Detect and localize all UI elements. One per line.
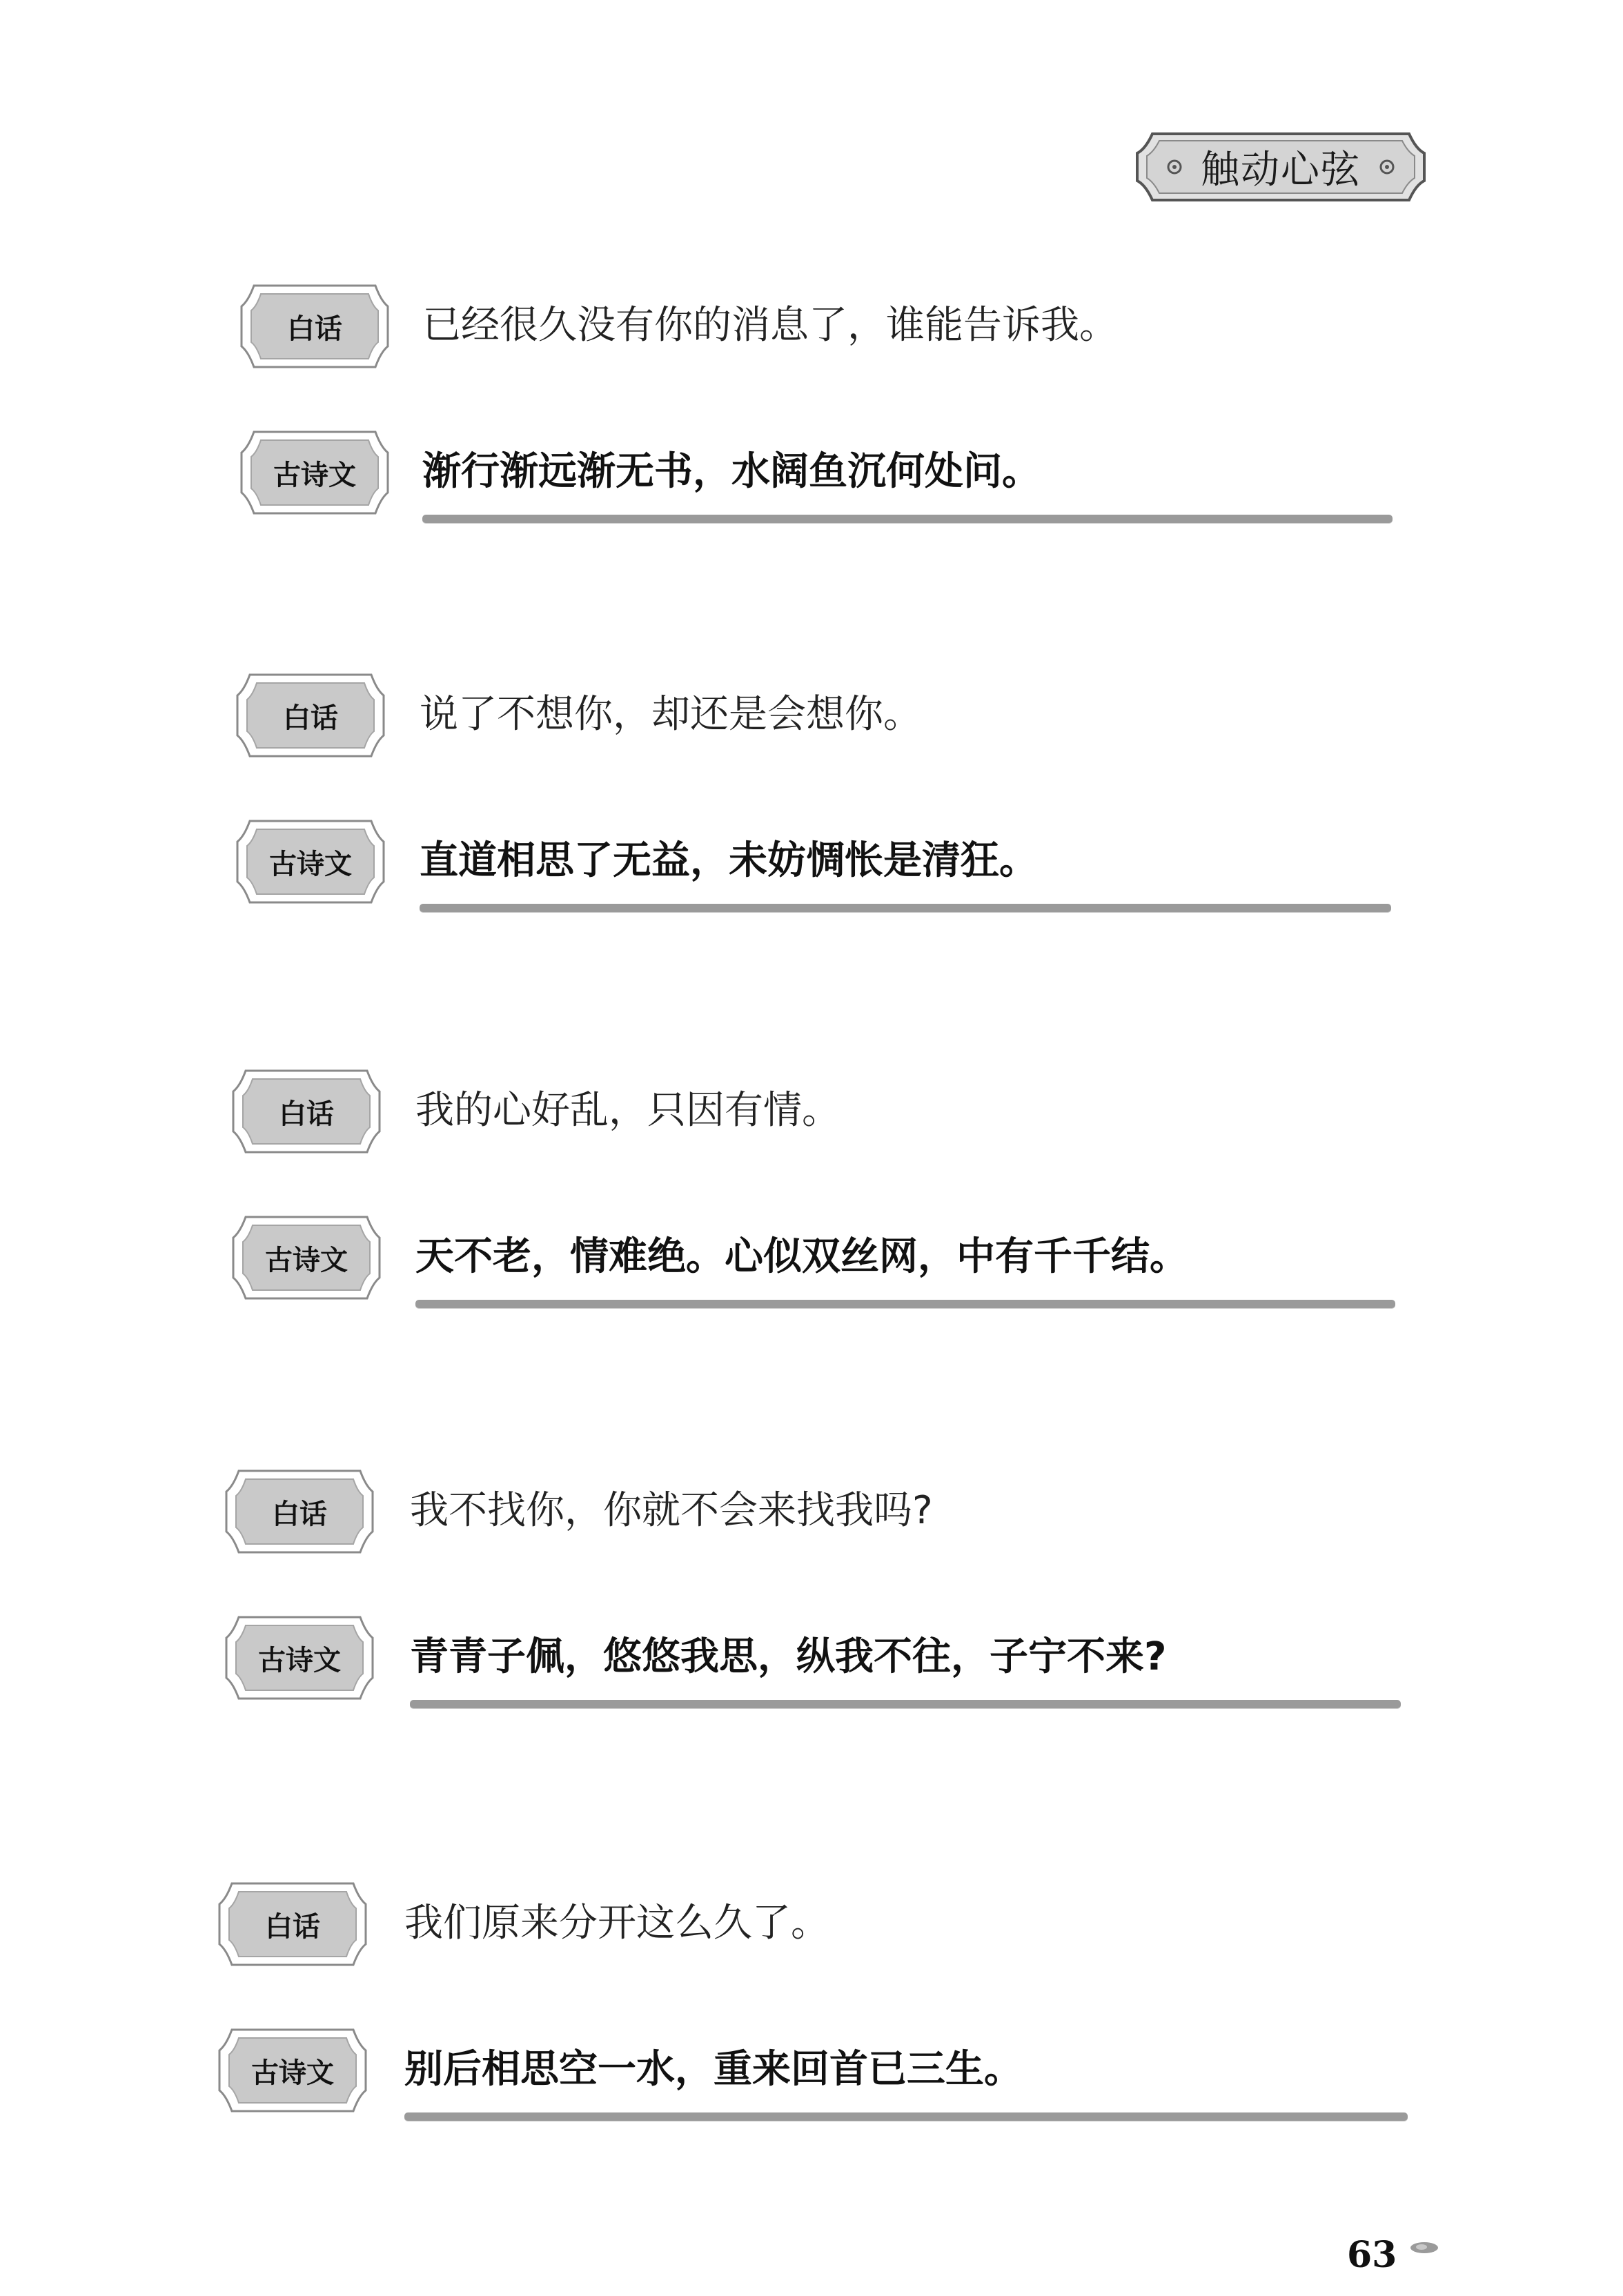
entry-block xyxy=(0,281,1623,516)
badge-label: 白话 xyxy=(272,1498,327,1530)
entry-block xyxy=(0,1067,1623,1301)
badge-label: 古诗文 xyxy=(265,1244,348,1276)
classical-verse: 别后相思空一水，重来回首已三生。 xyxy=(404,2047,1023,2092)
classical-verse: 直道相思了无益，未妨惆怅是清狂。 xyxy=(420,838,1038,883)
classical-label-badge xyxy=(217,2026,368,2115)
entry-divider xyxy=(422,515,1393,523)
modern-label-badge xyxy=(217,1879,368,1969)
entry-divider xyxy=(404,2112,1408,2121)
badge-label: 古诗文 xyxy=(269,848,352,880)
modern-sentence: 已经很久没有你的消息了，谁能告诉我。 xyxy=(422,303,1118,348)
classical-verse: 渐行渐远渐无书，水阔鱼沉何处问。 xyxy=(422,449,1041,494)
page-number: 63 xyxy=(1347,2234,1397,2276)
classical-label-badge xyxy=(230,1213,382,1303)
classical-label-badge xyxy=(224,1613,375,1703)
badge-label: 古诗文 xyxy=(273,459,356,491)
entry-divider xyxy=(415,1300,1395,1308)
entry-divider xyxy=(420,904,1391,912)
modern-sentence: 说了不想你，却还是会想你。 xyxy=(420,692,922,737)
entry-block xyxy=(0,1467,1623,1701)
modern-sentence: 我的心好乱，只因有情。 xyxy=(415,1088,840,1133)
badge-label: 白话 xyxy=(283,702,338,734)
section-tag-label: 触动心弦 xyxy=(1201,148,1361,192)
entry-block xyxy=(0,671,1623,905)
classical-label-badge xyxy=(239,428,391,517)
classical-label-badge xyxy=(235,817,386,907)
badge-label: 古诗文 xyxy=(258,1644,341,1676)
classical-verse: 青青子佩，悠悠我思，纵我不往，子宁不来? xyxy=(410,1634,1167,1679)
entry-block xyxy=(0,1879,1623,2114)
modern-label-badge xyxy=(239,281,391,371)
page-ornament-icon xyxy=(1408,2239,1441,2256)
modern-sentence: 我们原来分开这么久了。 xyxy=(404,1901,829,1946)
entry-divider xyxy=(410,1700,1401,1708)
modern-label-badge xyxy=(224,1467,375,1556)
badge-label: 白话 xyxy=(287,313,342,345)
badge-label: 白话 xyxy=(279,1098,334,1130)
modern-label-badge xyxy=(230,1067,382,1156)
badge-label: 白话 xyxy=(265,1910,320,1943)
modern-label-badge xyxy=(235,671,386,760)
classical-verse: 天不老，情难绝。心似双丝网，中有千千结。 xyxy=(415,1234,1188,1279)
section-tag xyxy=(1132,128,1430,206)
modern-sentence: 我不找你，你就不会来找我吗? xyxy=(410,1488,933,1533)
badge-label: 古诗文 xyxy=(251,2057,334,2089)
